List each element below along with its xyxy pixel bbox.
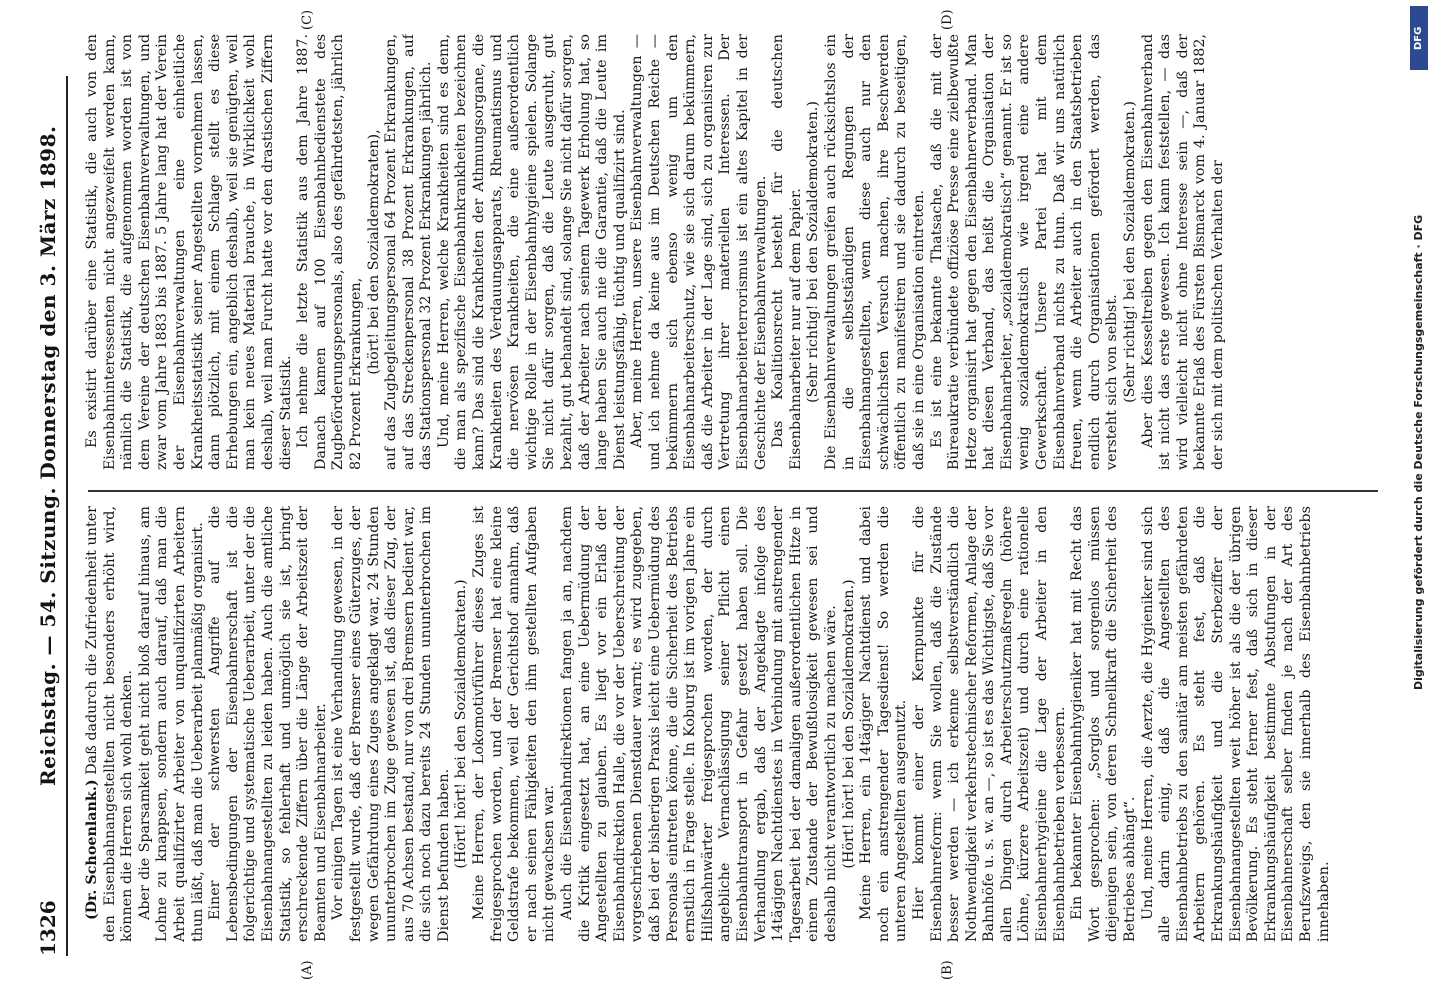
paragraph: Und, meine Herren, die Aerzte, die Hygieniker sind sich alle darin einig, daß die Angestellten des Eisenbahnbetriebs zu den sanitär am meisten gefährdeten Arbeitern gehören. Es steht fest, daß die Erkrankungshäufigkeit und die Sterbeziffer der Eisenbahnangestellten weit höher ist als die der übrigen Bevölkerung. Es steht ferner fest, daß sich in dieser Erkrankungshäufigkeit bestimmte Abstufungen in der Eisenbahnerschaft selber finden je nach der Art des Berufszweigs, den sie innerhalb des Eisenbahnbetriebs innehaben. (1139, 506, 1332, 942)
paragraph-text: Daß dadurch die Zufriedenheit unter den Eisenbahnangestellten nicht besonders erhöht wird, können die Herren sich wohl denken. (84, 506, 136, 942)
paragraph: Auch die Eisenbahndirektionen fangen ja an, nachdem die Kritik eingesetzt hat, an eine Uebermüdung der Angestellten zu glauben. Es liegt vor ein Erlaß der Eisenbahndirektion Halle, die vor der Ueberschreitung der vorgeschriebenen Dienstdauer warnt; es wird zugegeben, daß bei der bisherigen Praxis leicht eine Uebermüdung des Personals eintreten könne, die die Sicherheit des Betriebs ernstlich in Frage stelle. In Koburg ist im vorigen Jahre ein Hilfsbahnwärter freigesprochen worden, der durch angebliche Vernachlässigung seiner Pflicht einen Eisenbahntransport in Gefahr gesetzt haben soll. Die Verhandlung ergab, daß der Angeklagte infolge des 14tägigen Nachtdienstes in Verbindung mit anstrengender Tagesarbeit bei der damaligen außerordentlichen Hitze in einem Zustande der Bewußtlosigkeit gewesen sei und deshalb nicht verantwortlich zu machen wäre. (559, 506, 839, 942)
paragraph (84, 506, 137, 942)
page-header (30, 76, 64, 956)
paragraph: Einer der schwersten Angriffe auf die Lebensbedingungen der Eisenbahnerschaft ist die folgerichtige und systematische Ueberarbeit, unter der die Eisenbahnangestellten zu leiden haben. Auch die amtliche Statistik, so fehlerhaft und unmöglich sie ist, bringt erschreckende Ziffern über die Länge der Arbeitszeit der Beamten und Eisenbahnarbeiter. (207, 506, 329, 942)
paragraph: Es existirt darüber eine Statistik, die auch von den Eisenbahninteressenten nicht angezweifelt werden kann, nämlich die Statistik, die aufgenommen worden ist von dem Vereine der deutschen Eisenbahnverwaltungen, und zwar vom Jahre 1883 bis 1887. 5 Jahre lang hat der Verein der Eisenbahnverwaltungen eine einheitliche Krankheitsstatistik seiner Angestellten vornehmen lassen, dann plötzlich, mit einem Schlage stellt es diese Erhebungen ein, angeblich deshalb, weil sie genügten, weil man kein neues Material brauche, in Wirklichkeit wohl deshalb, weil man Furcht hatte vor den drastischen Ziffern dieser Statistik. (84, 34, 294, 470)
interjection: (Sehr richtig! bei den Sozialdemokraten.) (1122, 101, 1139, 403)
header-rule (66, 76, 68, 956)
running-title: Reichstag. — 54. Sitzung. Donnerstag den 3. März 1898. (36, 125, 60, 786)
paragraph: Meine Herren, ein 14tägiger Nachtdienst und dabei noch ein anstrengender Tagesdienst! So werden die unteren Angestellten ausgenutzt. (858, 506, 910, 942)
column-separator (88, 491, 1378, 493)
paragraph: Die Eisenbahnverwaltungen greifen auch rücksichtslos ein in die selbstständigen Regungen der Eisenbahnangestellten, wenn diese auch nur den schwächlichsten Versuch machen, ihre Beschwerden öffentlich zu manifestiren und sie dadurch zu beseitigen, daß sie in eine Organisation eintreten. (822, 34, 927, 470)
margin-marker-b: (B) (940, 960, 955, 980)
paragraph: Es ist eine bekannte Thatsache, daß die mit der Büreaukratie verbündete offiziöse Presse eine zielbewußte Hetze organisirt hat gegen den Eisenbahnerverband. Man hat diesen Verband, das heißt die Organisation der Eisenbahnarbeiter, „sozialdemokratisch“ genannt. Er ist so wenig sozialdemokratisch wie irgend eine andere Gewerkschaft. Unsere Partei hat mit dem Eisenbahnverband nichts zu thun. Daß wir uns natürlich freuen, wenn die Arbeiter auch in den Staatsbetrieben endlich durch Organisationen gefördert werden, das versteht sich von selbst. (928, 34, 1121, 470)
paragraph: Aber die Sparsamkeit geht nicht bloß darauf hinaus, am Lohne zu knappsen, sondern auch darauf, daß man die Arbeit qualifizirter Arbeiter von unqualifizirten Arbeitern thun läßt, daß man die Ueberarbeit planmäßig organisirt. (136, 506, 206, 942)
digitization-note: Digitalisierung gefördert durch die Deutsche Forschungsgemeinschaft · DFG (1412, 214, 1425, 690)
right-column (84, 34, 1364, 470)
paragraph: Vor einigen Tagen ist eine Verhandlung gewesen, in der festgestellt wurde, daß der Bremser eines Güterzuges, der wegen Gefährdung eines Zuges angeklagt war, 24 Stunden ununterbrochen im Zuge gewesen ist, daß dieser Zug, der aus 70 Achsen bestand, nur von drei Bremsern bedient war, die sich noch dazu bereits 24 Stunden ununterbrochen im Dienst befunden haben. (330, 506, 452, 942)
interjection: (hört! bei den Sozialdemokraten), (365, 129, 382, 375)
margin-marker-a: (A) (300, 960, 315, 980)
left-column (84, 506, 1364, 942)
paragraph: Aber dies Kesseltreiben gegen den Eisenbahnverband ist nicht das erste gewesen. Ich kann feststellen, — das wird vielleicht nicht ohne Interesse sein —, daß der bekannte Erlaß des Fürsten Bismarck vom 4. Januar 1882, der sich mit dem politischen Verhalten der (1139, 34, 1226, 470)
paragraph: Ich nehme die letzte Statistik aus dem Jahre 1887. Danach kamen auf 100 Eisenbahnbedienstete des Zugbeförderungspersonals, also des gefährdetsten, jährlich 82 Prozent Erkrankungen, (295, 34, 364, 470)
paragraph: Und, meine Herren, welche Krankheiten sind es denn, die man als spezifische Eisenbahnkrankheiten bezeichnen kann? Das sind die Krankheiten der Athmungsorgane, die Krankheiten des Verdauungsapparats, Rheumatismus und die nervösen Krankheiten, die eine außerordentlich wichtige Rolle in der Eisenbahnhygieine spielen. Solange Sie nicht dafür sorgen, daß die Leute ausgeruht, gut bezahlt, gut behandelt sind, solange Sie nicht dafür sorgen, daß der Arbeiter nach seinem Tagewerk Erholung hat, so lange haben Sie auch nie die Garantie, daß die Leute im Dienst leistungsfähig, tüchtig und qualifizirt sind. (435, 34, 628, 470)
digitization-strip (1408, 0, 1430, 1000)
page-number: 1326 (36, 900, 60, 956)
paragraph: Das Koalitionsrecht besteht für die deutschen Eisenbahnarbeiter nur auf dem Papier. (770, 34, 804, 470)
paragraph: Hier kommt einer der Kernpunkte für die Eisenbahnreform: wenn Sie wollen, daß die Zustände besser werden — ich erkenne selbstverständlich die Nothwendigkeit verkehrstechnischer Reformen, Anlage der Bahnhöfe u. s. w. an —, so ist es das Wichtigste, daß Sie vor allen Dingen durch Arbeiterschutzmaßregeln (höhere Löhne, kürzere Arbeitszeit) und durch eine rationelle Eisenbahnerhygieine die Lage der Arbeiter in den Eisenbahnbetrieben verbessern. (910, 506, 1068, 942)
paragraph: Aber, meine Herren, unsere Eisenbahnverwaltungen — und ich nehme da keine aus im Deutschen Reiche — bekümmern sich ebenso wenig um den Eisenbahnarbeiterschutz, wie sie sich darum bekümmern, daß die Arbeiter in der Lage sind, sich zu organisiren zur Vertretung ihrer materiellen Interessen. Der Eisenbahnarbeiterterrorismus ist ein altes Kapitel in der Geschichte der Eisenbahnverwaltungen. (629, 34, 769, 470)
dfg-logo: DFG (1410, 6, 1428, 70)
paragraph: Ein bekannter Eisenbahnhygieniker hat mit Recht das Wort gesprochen: „Sorglos und sorgenlos müssen diejenigen sein, von deren Schnellkraft die Sicherheit des Betriebes abhängt“. (1069, 506, 1139, 942)
speaker-label: (Dr. Schoenlank.) (84, 779, 100, 920)
paragraph: auf das Zugbegleitungspersonal 64 Prozent Erkrankungen, auf das Streckenpersonal 38 Prozent Erkrankungen, auf das Stationspersonal 32 Prozent Erkrankungen jährlich. (383, 34, 435, 470)
paragraph: Meine Herren, der Lokomotivführer dieses Zuges ist freigesprochen worden, und der Bremser hat eine kleine Geldstrafe bekommen, weil der Gerichtshof annahm, daß er nach seinen Fähigkeiten den ihm gestellten Aufgaben nicht gewachsen war. (471, 506, 558, 942)
margin-marker-d: (D) (940, 9, 955, 30)
interjection: (Hört! hört! bei den Sozialdemokraten.) (453, 579, 470, 869)
margin-marker-c: (C) (300, 9, 315, 30)
interjection: (Sehr richtig! bei den Sozialdemokraten.) (805, 101, 822, 403)
interjection: (Hört! hört! bei den Sozialdemokraten.) (840, 579, 857, 869)
